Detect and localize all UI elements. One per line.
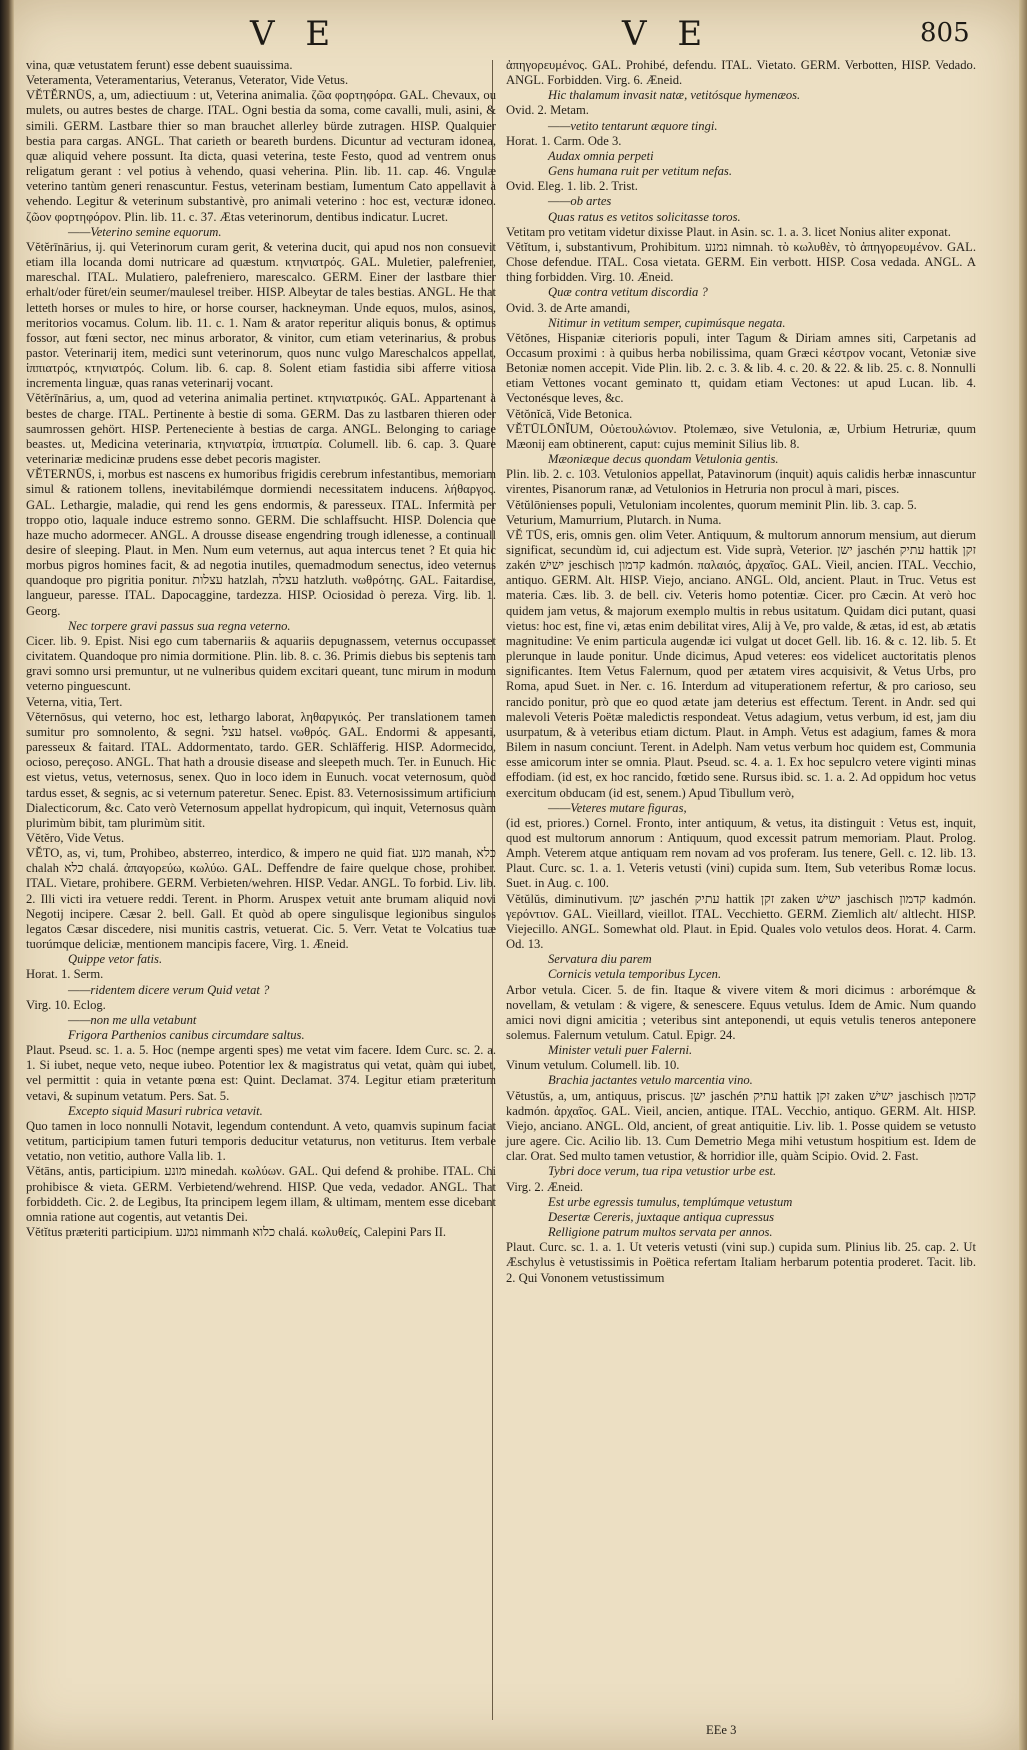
left-column-entry: ——Veterino semine equorum. [68,224,222,239]
left-column-entry: Vĕtĭtus præteriti participium. נמנע nimmanh כלוא chalá. κωλυθείς, Calepini Pars II. [26,1225,447,1240]
right-column-entry: Arbor vetula. Cicer. 5. de fin. Itaque & vivere vitem & mori dicimus : arborémque & novellam, & vetulam : & vigere, & senescere. Equus vetulus. Idem de Amic. Num quando amici novi digni amicitia ; veteribus sint anteponendi, ut equis vetulis teneros anteponere solemus. Falernum vetulum. Catul. Epigr. 24. [506,982,976,1042]
left-column-entry: VĔTERNŪS, i, morbus est nascens ex humoribus frigidis cerebrum infestantibus, memoriam simul & rationem tollens, inevitabilémque dormiendi necessitatem inducens. λήθαργος. GAL. Lethargie, maladie, qui rend les gens endormis, & paresseux. ITAL. Infermità per troppo otio, laquale induce estremo sonno. GERM. Die schlaffsucht. HISP. Dolencia que haze mucho adormecer. ANGL. A drousse disease engendring trough idlenesse, a continuall desire of sleeping. Plaut. in Men. Num eum veternus, aut aqua intercus tenet ? Et quia hic morbus pigros homines facit, & ad negotia inutiles, quemadmodum senectus, ideo veternus quandoque pro pigritia ponitur. עצלות hatzlah, עצלה hatzluth. νωθρότης. GAL. Faitardise, langueur, paresse. ITAL. Dapocaggine, tardezza. HISP. Ociosidad ò pereza. Virg. lib. 1. Georg. [26,467,496,618]
left-column-entry: Vĕternōsus, qui veterno, hoc est, lethargo laborat, ληθαργικός. Per translationem tamen sumitur pro somnolento, & segni. עצל hatsel. νωθρός. GAL. Endormi & appesanti, paresseux & faitard. ITAL. Addormentato, tardo. GER. Schläfferig. HISP. Adormecido, ocioso, pereçoso. ANGL. That hath a drousie disease and sleepeth much. Ter. in Eunuch. Hic est vietus, vetus, veternosus, senex. Quo in loco idem in Eunuch. vocat veternosum, quòd tardus esset, & segnis, ac si veternum pateretur. Senec. Epist. 83. Veternosissimum artificium Dialecticorum, &c. Cato verò Veternosum appellat hydropicum, quì inquit, Veternosus quàm plurimùm bibit, tam plurimùm sitit. [26,709,496,830]
right-column-entry: Vĕtŏnes, Hispaniæ citerioris populi, inter Tagum & Diriam amnes siti, Carpetanis ad Occasum proximi : à quibus herba nobilissima, quam Græci κέστρον vocant, Vetoniæ sive Betoniæ nomen accepit. Vide Plin. lib. 2. c. 3. & lib. 4. c. 20. & 22. & lib. 25. c. 8. Nonnulli etiam Vettones vocant geminato tt, quidam etiam Vectones: ut apud Lucan. lib. 4. Vectonésque leves, &c. [506,330,976,406]
right-column [506,58,976,1286]
right-column-entry: ——Veteres mutare figuras, [548,800,687,815]
right-column-entry: Hic thalamum invasit natæ, vetitósque hymenæos. [548,88,801,103]
right-column-entry: Veturium, Mamurrium, Plutarch. in Numa. [506,512,722,527]
left-column-entry: Plaut. Pseud. sc. 1. a. 5. Hoc (nempe argenti spes) me vetat vim facere. Idem Curc. sc. 2. a. 1. Si iubet, neque veto, neque iubeo. Potentior lex & magistratus qui vetat, quàm qui iubet, vel permittit : quia in vetante pœna est: Quint. Declamat. 374. Legitur etiam præteritum vetavi, & supinum vetatum. Pers. Sat. 5. [26,1043,496,1103]
right-column-entry: Mæoniæque decus quondam Vetulonia gentis. [548,452,779,467]
left-column-entry: Vĕtĕrīnārius, ij. qui Veterinorum curam gerit, & veterina ducit, qui apud nos non consuevit etiam illa locanda domi nutricare ad quæstum. κτηνιατρός. GAL. Muletier, palefrenier, mareschal. ITAL. Mulatiero, palefreniero, marescalco. GERM. Einer der lastbare thier erhalt/oder füret/ein seumer/maulesel treiber. HISP. Albeytar de tales bestias. ANGL. He that letteth horses or mules to hire, or horse courser, hackneyman. Unde equos, mulos, asinos, meritorios vocamus. Colum. lib. 11. c. 1. Nam & arator reperitur aliquis bonus, & optimus fossor, aut fœni sector, nec minus arborator, & vinitor, cum etiam veterinarius, & probus pastor. Veterinarij item, medici sunt veterinorum, quos nunc vulgo Mareschalcos appellat, ἱππιατρός, κτηνιατρός. Colum. lib. 6. cap. 8. Solent etiam fastidia sibi afferre vitiosa incrementa linguæ, quas ranas veterinarij vocant. [26,239,496,391]
left-column-entry: ——ridentem dicere verum Quid vetat ? [68,982,270,997]
left-column-entry: vina, quæ vetustatem ferunt) esse debent suauissima. [26,58,293,72]
left-column-entry: Virg. 10. Eclog. [26,997,106,1012]
right-column-entry: Vĕtĭtum, i, substantivum, Prohibitum. נמנע nimnah. τὸ κωλυθὲν, τὸ ἀπηγορευμένον. GAL. Chose defendue. ITAL. Cosa vietata. GERM. Ein verbott. HISP. Cosa vedada. ANGL. A thing forbidden. Virg. 10. Æneid. [506,239,976,285]
right-column-entry: Brachia jactantes vetulo marcentia vino. [548,1073,753,1088]
right-column-entry: Plin. lib. 2. c. 103. Vetulonios appellat, Patavinorum (inquit) aquis calidis herbæ innascuntur virentes, Pisanorum ranæ, ad Vetulonios in Hetruria non procul à mari, pisces. [506,467,976,497]
right-column-entry: Vĕtŭlŭs, diminutivum. ישן jaschén עתיק hattik זקן zaken ישישׁ jaschisch קדמון kadmón. γερόντιον. GAL. Vieillard, vieillot. ITAL. Vecchietto. GERM. Ziemlich alt/ altlecht. HISP. Viejecillo. ANGL. Somewhat old. Plaut. in Epid. Quales volo vetulos deos. Horat. 4. Carm. Od. 13. [506,891,977,952]
right-column-entry: Minister vetuli puer Falerni. [548,1043,693,1058]
right-column-entry: Audax omnia perpeti [548,148,654,163]
left-column-entry: Horat. 1. Serm. [26,967,104,982]
left-column-entry: Veterna, vitia, Tert. [26,694,123,709]
left-column-entry: Excepto siquid Masuri rubrica vetavit. [68,1103,263,1118]
right-column-entry: Ovid. Eleg. 1. lib. 2. Trist. [506,179,638,194]
left-column-entry: ——non me ulla vetabunt [68,1012,197,1027]
book-spine-shadow [0,0,14,1750]
left-column-entry: VĔTO, as, vi, tum, Prohibeo, absterreo, interdico, & impero ne quid fiat. מנע manah, כלא chalah כלא chalá. ἀπαγορεύω, κωλύω. GAL. Deffendre de faire quelque chose, prohiber. ITAL. Vietare, prohibere. GERM. Verbieten/wehren. HISP. Vedar. ANGL. To forbid. Liv. lib. 2. Illi victi ira vetuere reddi. Terent. in Phorm. Aruspex vetuit ante brumam aliquid novi Negotij incipere. Cæsar 2. bell. Gall. Et quòd ab opere singulisque legionibus singulos legatos Cæsar discedere, nisi munitis castris, vetuerat. Cic. 5. Verr. Vetat te Volcatius tuæ tuorúmque deliciæ, mentionem mancipis facere, Virg. 1. Æneid. [26,846,496,952]
right-column-entry: Virg. 2. Æneid. [506,1179,584,1194]
left-column-entry: Nec torpere gravi passus sua regna veterno. [68,618,291,633]
running-head-right: V E [622,14,713,54]
right-column-entry: Ovid. 3. de Arte amandi, [506,300,631,315]
page-number: 805 [920,18,970,48]
left-column-entry: Quo tamen in loco nonnulli Notavit, legendum contendunt. A veto, quamvis supinum faciat vetitum, participium tamen futuri temporis deducitur vetaturus, non vetiturus. Item verbale vetatio, non vetitio, authore Valla lib. 1. [26,1118,496,1164]
right-column-entry: Servatura diu parem [548,952,652,967]
right-column-entry: Vĕtŭlōnienses populi, Vetuloniam incolentes, quorum meminit Plin. lib. 3. cap. 5. [506,497,917,512]
right-column-entry: Desertæ Cereris, juxtaque antiqua cupressus [548,1209,775,1224]
right-column-entry: Tybri doce verum, tua ripa vetustior urbe est. [548,1164,777,1179]
right-column-entry: Est urbe egressis tumulus, templúmque vetustum [548,1194,793,1209]
left-column-entry: Frigora Parthenios canibus circumdare saltus. [68,1028,305,1042]
right-column-entry: ——ob artes [548,194,612,209]
left-column [26,58,496,1240]
right-column-entry: Ovid. 2. Metam. [506,103,589,118]
left-column-entry: Vĕtĕrīnārius, a, um, quod ad veterina animalia pertinet. κτηνιατρικός. GAL. Appartenant à bestes de charge. ITAL. Pertinente à bestie di soma. GERM. Das zu lastbaren thieren oder saumrossen gehört. HISP. Perteneciente à bestias de carga. ANGL. Belonging to cariage beastes. ut, Medicina veterinaria, κτηνιατρία, ἱππιατρία. Columell. lib. 6. cap. 3. Quare veterinariæ medicinæ prudens esse debet pecoris magister. [26,391,496,467]
right-column-entry: Horat. 1. Carm. Ode 3. [506,133,622,148]
right-column-entry: Vĕtustŭs, a, um, antiquus, priscus. ישן jaschén עתיק hattik זקן zaken ישישׁ jaschisch קדמון kadmón. ἀρχαῖος. GAL. Vieil, ancien, antique. ITAL. Vecchio, antiquo. GERM. Alt. HISP. Viejo, anciano. ANGL. Old, ancient, of great antiquitie. Liv. lib. 1. Posse quidem se vetusto jure agere. Cic. Acilio lib. 13. Cum Demetrio Mega mihi vetustum hospitium est. Idem de clar. Orat. Sed multo tamen vetustior, & horridior ille, quàm Scipio. Ovid. 2. Fast. [506,1088,976,1164]
page-edge [1019,0,1027,1750]
running-head-left: V E [250,14,341,54]
right-column-entry: (id est, priores.) Cornel. Fronto, inter antiquum, & vetus, ita distinguit : Vetus est, inquit, quod est multorum annorum : Antiquum, quod excessit patrum memoriam. Plaut. Prolog. Amph. Veterem atque antiquam rem novam ad vos proferam. Ius tenere, Gell. c. 12. lib. 13. Plaut. Curc. sc. 1. a. 1. Veteris vetusti (vini) cupida sum. Item, Sub veteribus Romæ locus. Suet. in Aug. c. 100. [506,815,976,891]
left-column-entry: Vĕtāns, antis, participium. מונע minedah. κωλύων. GAL. Qui defend & prohibe. ITAL. Chi prohibisce & vieta. GERM. Verbietend/wehrend. HISP. Que veda, vedador. ANGL. That forbiddeth. Cic. 2. de Legibus, Ita principem legem illam, & ultimam, mentem esse dicebant omnia ratione aut cogentis, aut vetantis Dei. [26,1164,497,1224]
right-column-entry: ——vetito tentarunt æquore tingi. [548,118,718,133]
left-column-entry: Quippe vetor fatis. [68,952,163,967]
right-column-entry: Gens humana ruit per vetitum nefas. [548,164,732,179]
right-column-entry: Vinum vetulum. Columell. lib. 10. [506,1058,680,1073]
right-column-entry: Vĕtŏnĭcă, Vide Betonica. [506,406,633,421]
signature-mark: EEe 3 [706,1723,737,1737]
left-column-entry: VĔTĔRNŪS, a, um, adiectiuum : ut, Veterina animalia. ζῶα φορτηφόρα. GAL. Chevaux, ou mulets, ou autres bestes de charge. ITAL. Ogni bestia da soma, come cavalli, muli, asini, & simili. GERM. Lastbare thier so man brauchet allerley bürde zutragen. HISP. Qualquier bestia para cargas. ANGL. That carieth or beareth burdens. Dicuntur ad vecturam idonea, quæ aliquid vehere possunt. Ita dicta, quasi veterina, teste Festo, quod ad ventrem onus religatum gerant : vel potius à vehendo, quasi veherina. Plin. lib. 11. cap. 46. Vngulæ veterino tantùm generi renascuntur. Festus, veterinam bestiam, Iumentum Cato appellavit à vehendo. Legitur & veterinum substantivè, pro animali veterino : hoc est, vecturæ idoneo. ζῶον φορτηφόρον. Plin. lib. 11. c. 37. Ætas veterinorum, dentibus indicatur. Lucret. [26,88,496,224]
right-column-entry: Vetitam pro vetitam videtur dixisse Plaut. in Asin. sc. 1. a. 3. licet Nonius aliter exponat. [506,224,951,239]
right-column-entry: Cornicis vetula temporibus Lycen. [548,967,722,982]
right-column-entry: Relligione patrum multos servata per annos. [548,1225,773,1240]
left-column-entry: Vĕtĕro, Vide Vetus. [26,830,125,845]
right-column-entry: Quæ contra vetitum discordia ? [548,285,708,300]
left-column-entry: Cicer. lib. 9. Epist. Nisi ego cum tabernariis & aquariis depugnassem, veternus occupasset civitatem. Quandoque pro nimia dormitione. Plin. lib. 8. c. 36. Primis diebus bis septenis tam gravi somno ursi premuntur, ut ne vulneribus quidem excitari queant, tunc mirum in modum veterno pinguescunt. [26,633,496,694]
right-column-entry: VĔTŪLŌNĬUM, Οὐετουλώνιον. Ptolemæo, sive Vetulonia, æ, Urbium Hetruriæ, quum Mæonij eam obtinerent, caput: cujus meminit Silius lib. 8. [506,421,976,451]
right-column-entry: Plaut. Curc. sc. 1. a. 1. Ut veteris vetusti (vini sup.) cupida sum. Plinius lib. 25. cap. 2. Ut Æschylus è vetustissimis in Poëtica refertam Italiam herbarum potentia proderet. Tacit. lib. 2. Qui Vononem vetustissimum [506,1240,976,1285]
right-column-entry: VĔ TŪS, eris, omnis gen. olim Veter. Antiquum, & multorum annorum mensium, aut dierum significat, secundùm id, cui adjectum est. Vide suprà, Veterior. ישן jaschén עתיק hattik זקן zakén ישישׁ jeschisch קדמון kadmón. παλαιός, ἀρχαῖος. GAL. Vieil, ancien. ITAL. Vecchio, antiquo. GERM. Alt. HISP. Viejo, anciano. ANGL. Old, ancient. Plaut. in Truc. Vetus est materia. Cæs. lib. 3. de bell. civ. Veteris homo potentiæ. Cicer. pro Cæcin. At verò hoc quidem jam vetus, & majorum exemplo multis in rebus usitatum. Quidam dici putant, quasi vietus: hoc est, fine vi, ætas enim debilitat vires, Alij à Ve, pro valde, & ætas, id est, ab ætatis magnitudine: Ve enim particula augendæ ici vulgat ut docet Gell. lib. 16. & c. 12. lib. 5. Et plerunque in laude ponitur. Unde dicimus, Apud veteres: eos videlicet auctoritatis plenos significantes. Item Vetus Falernum, quod per ætatem vires acquisivit, & Vetus Urbs, pro Roma, apud Suet. in Ner. c. 16. Interdum ad vituperationem refertur, & pro carioso, seu rancido ponitur, prò que eo quod ætate jam deterius est effectum. Terent. in Andr. sed qui malevoli Veteris Poëtæ maledictis respondeat. Vetus adagium, vetus verbum, id est, jam diu usurpatum, & à veteribus etiam dictum. Plaut. in Amph. Vetus est adagium, fames & mora Bilem in nasum conciunt. Terent. in Adelph. Nam vetus verbum hoc quidem est, Communia esse amicorum inter se omnia. Plaut. Pseud. sc. 4. a. 1. Ex hoc sepulcro vetere viginti minas effodiam. (id est, ex hoc rancido, fœtido sene. Rursus ibid. sc. 1. a. 2. Ad oppidum hoc vetus exercitum obducam (id est, senem.) Apud Tibullum verò, [506,527,977,800]
right-column-entry: ἀπηγορευμένος. GAL. Prohibé, defendu. ITAL. Vietato. GERM. Verbotten, HISP. Vedado. ANGL. Forbidden. Virg. 6. Æneid. [506,58,976,88]
left-column-entry: Veteramenta, Veteramentarius, Veteranus, Veterator, Vide Vetus. [26,73,349,88]
right-column-entry: Quas ratus es vetitos solicitasse toros. [548,209,741,224]
right-column-entry: Nitimur in vetitum semper, cupimúsque negata. [548,315,786,330]
